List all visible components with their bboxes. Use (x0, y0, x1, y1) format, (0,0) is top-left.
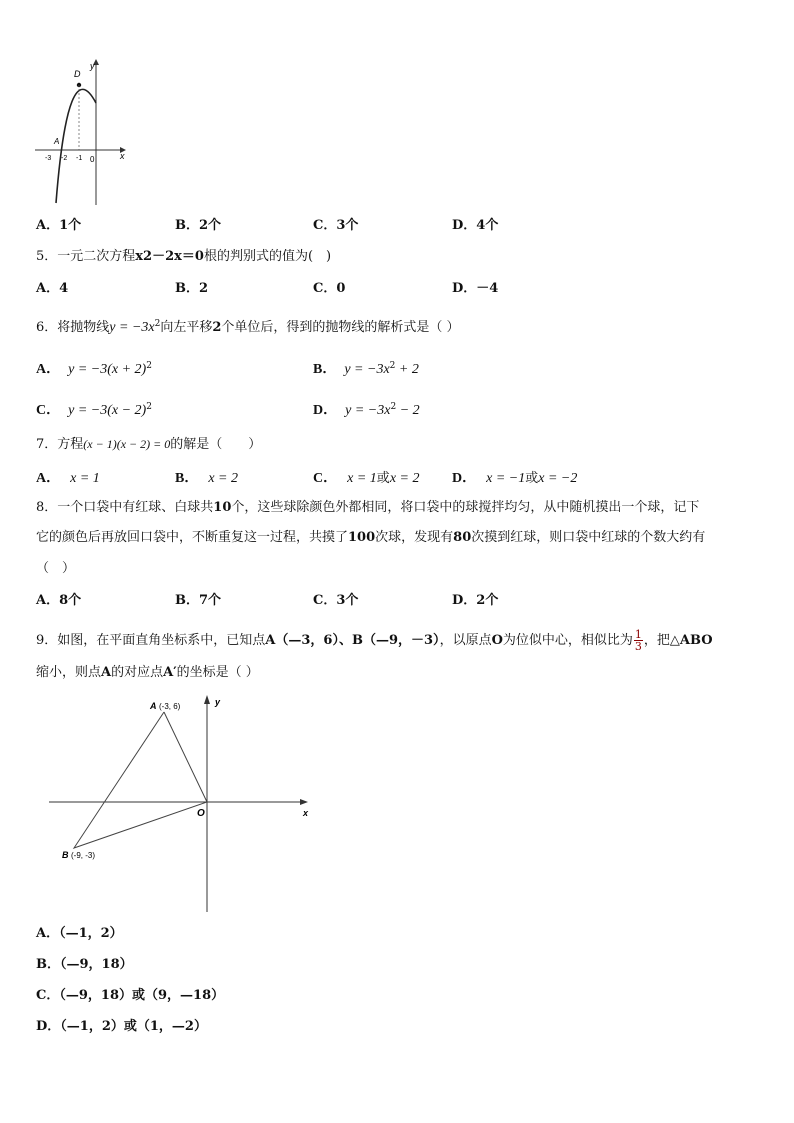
graph1-tick-1: -2 (61, 155, 68, 162)
q7-stem: 7．方程(x − 1)(x − 2) = 0的解是（ ） (36, 437, 262, 452)
graph1-tick-2: -1 (76, 155, 83, 162)
graph1-point-a: A (54, 137, 60, 146)
q6-stem: 6．将抛物线$y = -3x^2$向左平移2个单位后，得到的抛物线的解析式是（ ） (36, 319, 460, 335)
q8-line-1: 8．一个口袋中有红球、白球共10个，这些球除颜色外都相同，将口袋中的球搅拌均匀，从中随机摸出一个球，记下 (36, 500, 700, 515)
q8-option-c: C．3个 (313, 593, 359, 608)
q8-line-3: （ ） (36, 561, 76, 576)
graph2-x-label: x (303, 808, 309, 818)
q6-option-d: D． $y = -3x^2 - 2$ (313, 402, 420, 418)
graph1-point-d: D (74, 69, 81, 79)
graph1-tick-3: 0 (90, 155, 95, 164)
q5-option-b: B．2 (175, 281, 209, 296)
q5-option-d: D．－4 (452, 281, 499, 296)
graph2-label-b: B (62, 850, 69, 860)
q5-option-a: A．4 (36, 281, 69, 296)
q8-option-d: D．2个 (452, 593, 499, 608)
q4-option-b: B．2个 (175, 218, 222, 233)
graph2-label-o: O (197, 808, 205, 819)
graph1-y-label: y (90, 61, 95, 71)
ratio-fraction: $\frac{1}{3}$ (634, 628, 642, 653)
graph2-y-label: y (215, 697, 221, 707)
graph1-x-label: x (120, 151, 125, 161)
q6-option-a: A． $y = -3(x + 2)^2$ (36, 361, 152, 377)
q8-line-2: 它的颜色后再放回口袋中，不断重复这一过程，共摸了100次球，发现有80次摸到红球，则口袋中红球的个数大约有 (36, 530, 706, 545)
q4-option-c: C．3个 (313, 218, 359, 233)
q5-option-c: C．0 (313, 281, 346, 296)
q9-option-d: D．（—1，2）或（1，—2） (36, 1019, 207, 1034)
graph2-label-a: A (150, 701, 157, 711)
q9-option-a: A．（—1，2） (36, 926, 123, 941)
q6-option-c: C． $y = -3(x - 2)^2$ (36, 402, 152, 418)
q8-option-b: B．7个 (175, 593, 222, 608)
q5-stem: 5．一元二次方程x2－2x＝0根的判别式的值为( ) (36, 249, 332, 264)
q9-option-b: B．（—9，18） (36, 957, 133, 972)
q6-option-b: B． $y = -3x^2 + 2$ (313, 361, 419, 377)
q4-option-a: A．1个 (36, 218, 82, 233)
graph1-tick-0: -3 (45, 155, 52, 162)
graph2-coord-b: (-9, -3) (71, 851, 95, 860)
q4-option-d: D．4个 (452, 218, 499, 233)
q7-option-a: A． x = 1 (36, 471, 100, 486)
q9-line-2: 缩小，则点A的对应点A′的坐标是（ ） (36, 665, 259, 680)
q8-option-a: A．8个 (36, 593, 82, 608)
graph2-coord-a: (-3, 6) (159, 702, 181, 711)
parabola-graph (30, 55, 130, 215)
q7-option-c: C． x = 1或x = 2 (313, 471, 420, 486)
q7-option-b: B． x = 2 (175, 471, 239, 486)
q9-option-c: C．（—9，18）或（9，—18） (36, 988, 225, 1003)
q7-option-d: D． x = −1或x = −2 (452, 471, 578, 486)
q9-line-1: 9．如图，在平面直角坐标系中，已知点A（—3，6）、B（—9，－3），以原点O为位似中心，相似比为 $\frac{1}{3}$ ，把△ABO (36, 628, 713, 653)
triangle-graph (44, 690, 324, 915)
